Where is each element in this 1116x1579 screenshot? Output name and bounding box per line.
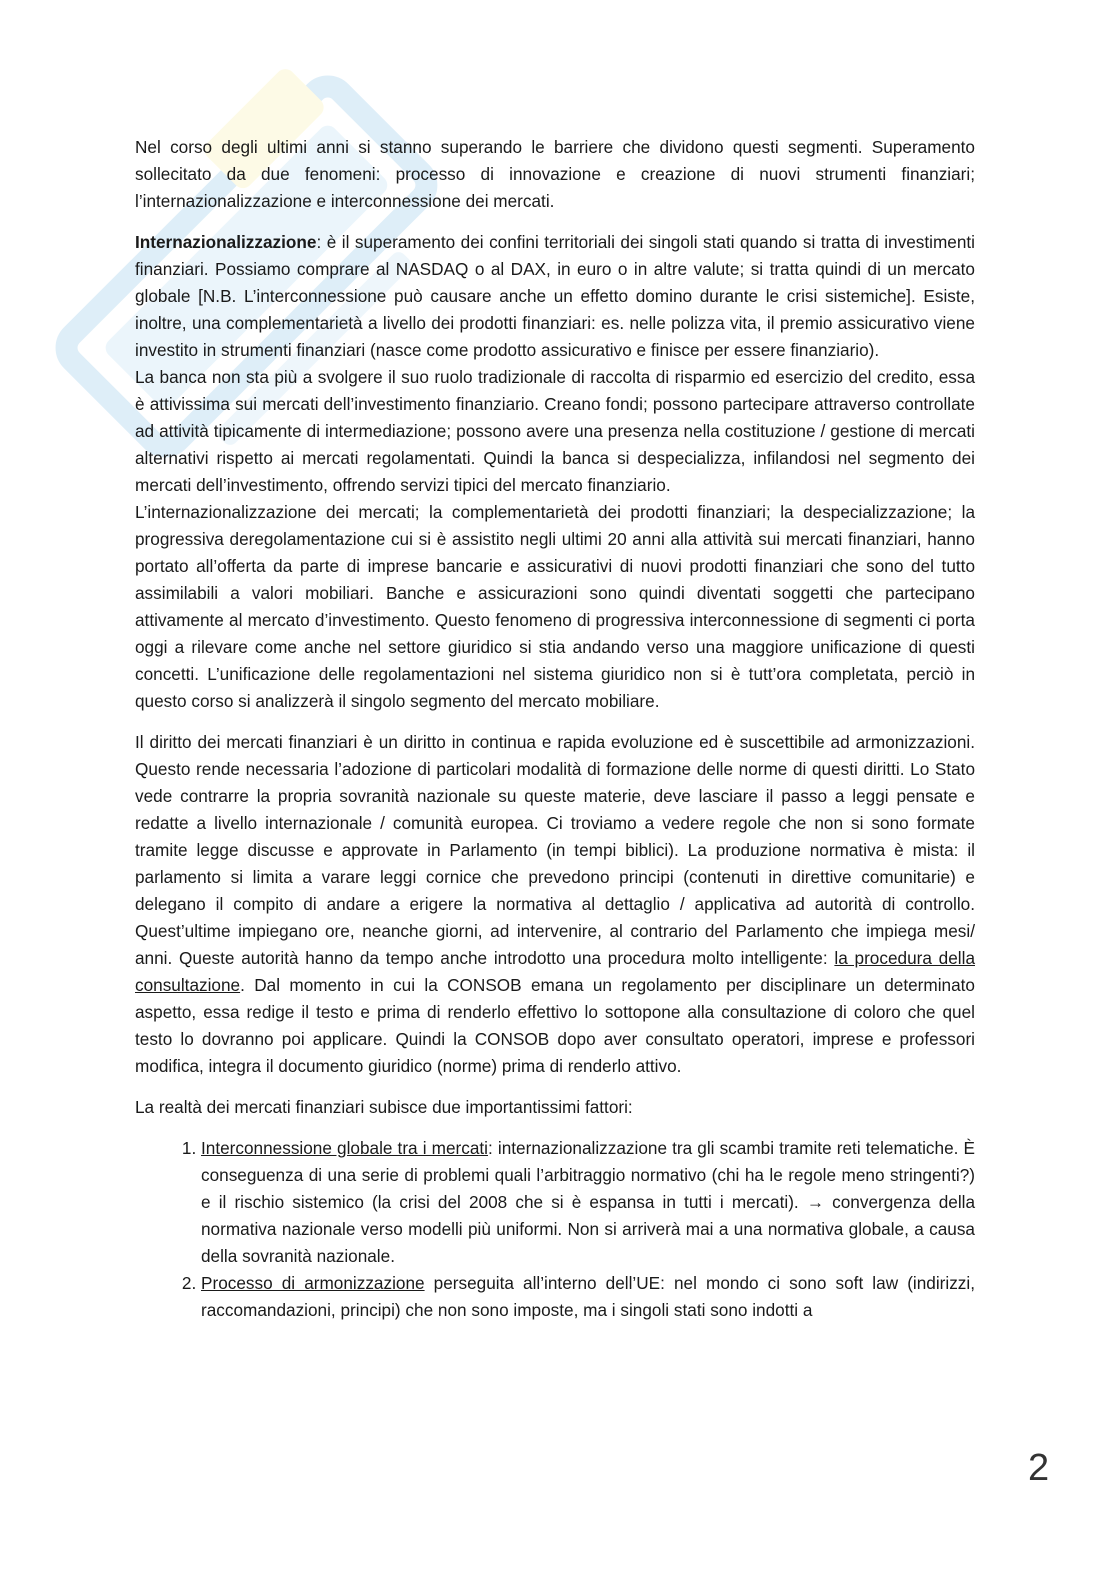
list-item (201, 1270, 975, 1324)
paragraph-banca (135, 364, 975, 499)
paragraph-internazionalizzazione-text: : è il superamento dei confini territoriali dei singoli stati quando si tratta di investimenti finanziari. Possiamo comprare al NASDAQ o al DAX, in euro o in altre valute; si tratta quindi di un mercato globale [N.B. L’interconnessione può causare anche un effetto domino durante le crisi sistemiche]. Esiste, inoltre, una complementarietà a livello dei prodotti finanziari: es. nelle polizza vita, il premio assicurativo viene investito in strumenti finanziari (nasce come prodotto assicurativo e finisce per essere finanziario). (135, 232, 975, 360)
list-item-text: perseguita all’interno dell’UE: nel mondo ci sono soft law (indirizzi, raccomandazioni, principi) che non sono imposte, ma i singoli stati sono indotti a (201, 1273, 975, 1320)
page-content (135, 134, 975, 1324)
term-internazionalizzazione: Internazionalizzazione (135, 232, 317, 252)
fattori-list (135, 1135, 975, 1324)
list-item (201, 1135, 975, 1270)
arrow-right-icon: → (806, 1192, 825, 1212)
list-item-text-continued: convergenza della normativa nazionale verso modelli più uniformi. Non si arriverà mai a una normativa globale, a causa della sovranità nazionale. (201, 1192, 976, 1266)
paragraph-fattori-intro-text: La realtà dei mercati finanziari subisce due importantissimi fattori: (135, 1097, 633, 1117)
paragraph-diritto-mercati-text-a: Il diritto dei mercati finanziari è un diritto in continua e rapida evoluzione ed è suscettibile ad armonizzazioni. Questo rende necessaria l’adozione di particolari modalità di formazione delle norme di questi diritti. Lo Stato vede contrarre la propria sovranità nazionale su queste materie, deve lasciare il passo a leggi pensate e redatte a livello internazionale / comunità europea. Ci troviamo a vedere regole che non si sono formate tramite legge discusse e approvate in Parlamento (in tempi biblici). La produzione normativa è mista: il parlamento si limita a varare leggi cornice che prevedono principi (contenuti in direttive comunitarie) e delegano il compito di andare a erigere la normativa al dettaglio / applicativa ad autorità di controllo. Quest’ultime impiegano ore, neanche giorni, ad intervenire, al contrario del Parlamento che impiega mesi/ anni. Queste autorità hanno da tempo anche introdotto una procedura molto intelligente: (135, 732, 975, 968)
list-item-title: Processo di armonizzazione (201, 1273, 425, 1293)
list-item-text: : internazionalizzazione tra gli scambi tramite reti telematiche. È conseguenza di una serie di problemi quali l’arbitraggio normativo (chi ha le regole meno stringenti?) e il rischio sistemico (la crisi del 2008 che si è espansa in tutti i mercati). (201, 1138, 975, 1212)
paragraph-interconnessione (135, 499, 975, 715)
page-number: 2 (1028, 1447, 1050, 1489)
paragraph-intro (135, 134, 975, 215)
paragraph-diritto-mercati (135, 729, 975, 1080)
procedura-consultazione-underlined: la procedura della consultazione (135, 948, 975, 995)
paragraph-intro-text: Nel corso degli ultimi anni si stanno superando le barriere che dividono questi segmenti. Superamento sollecitato da due fenomeni: processo di innovazione e creazione di nuovi strumenti finanziari; l’internazionalizzazione e interconnessione dei mercati. (135, 137, 975, 211)
list-item-title: Interconnessione globale tra i mercati (201, 1138, 488, 1158)
paragraph-fattori-intro (135, 1094, 975, 1121)
paragraph-banca-text: La banca non sta più a svolgere il suo ruolo tradizionale di raccolta di risparmio ed esercizio del credito, essa è attivissima sui mercati dell’investimento finanziario. Creano fondi; possono partecipare attraverso controllate ad attività tipicamente di intermediazione; possono avere una presenza nella costituzione / gestione di mercati alternativi rispetto ai mercati regolamentati. Quindi la banca si despecializza, infilandosi nel segmento dei mercati dell’investimento, offrendo servizi tipici del mercato finanziario. (135, 367, 975, 495)
paragraph-interconnessione-text: L’internazionalizzazione dei mercati; la complementarietà dei prodotti finanziari; la despecializzazione; la progressiva deregolamentazione cui si è assistito negli ultimi 20 anni alla attività sui mercati finanziari, hanno portato all’offerta da parte di imprese bancarie e assicurativi di nuovi prodotti finanziari che sono del tutto assimilabili a valori mobiliari. Banche e assicurazioni sono quindi diventati soggetti che partecipano attivamente al mercato d’investimento. Questo fenomeno di progressiva interconnessione di segmenti ci porta oggi a rilevare come anche nel settore giuridico si stia andando verso una maggiore unificazione di questi concetti. L’unificazione delle regolamentazioni nel sistema giuridico non si è tutt’ora completata, perciò in questo corso si analizzerà il singolo segmento del mercato mobiliare. (135, 502, 975, 711)
paragraph-diritto-mercati-text-b: . Dal momento in cui la CONSOB emana un regolamento per disciplinare un determinato aspetto, essa redige il testo e prima di renderlo effettivo lo sottopone alla consultazione di coloro che quel testo lo dovranno poi applicare. Quindi la CONSOB dopo aver consultato operatori, imprese e professori modifica, integra il documento giuridico (norme) prima di renderlo attivo. (135, 975, 975, 1076)
paragraph-internazionalizzazione (135, 229, 975, 364)
